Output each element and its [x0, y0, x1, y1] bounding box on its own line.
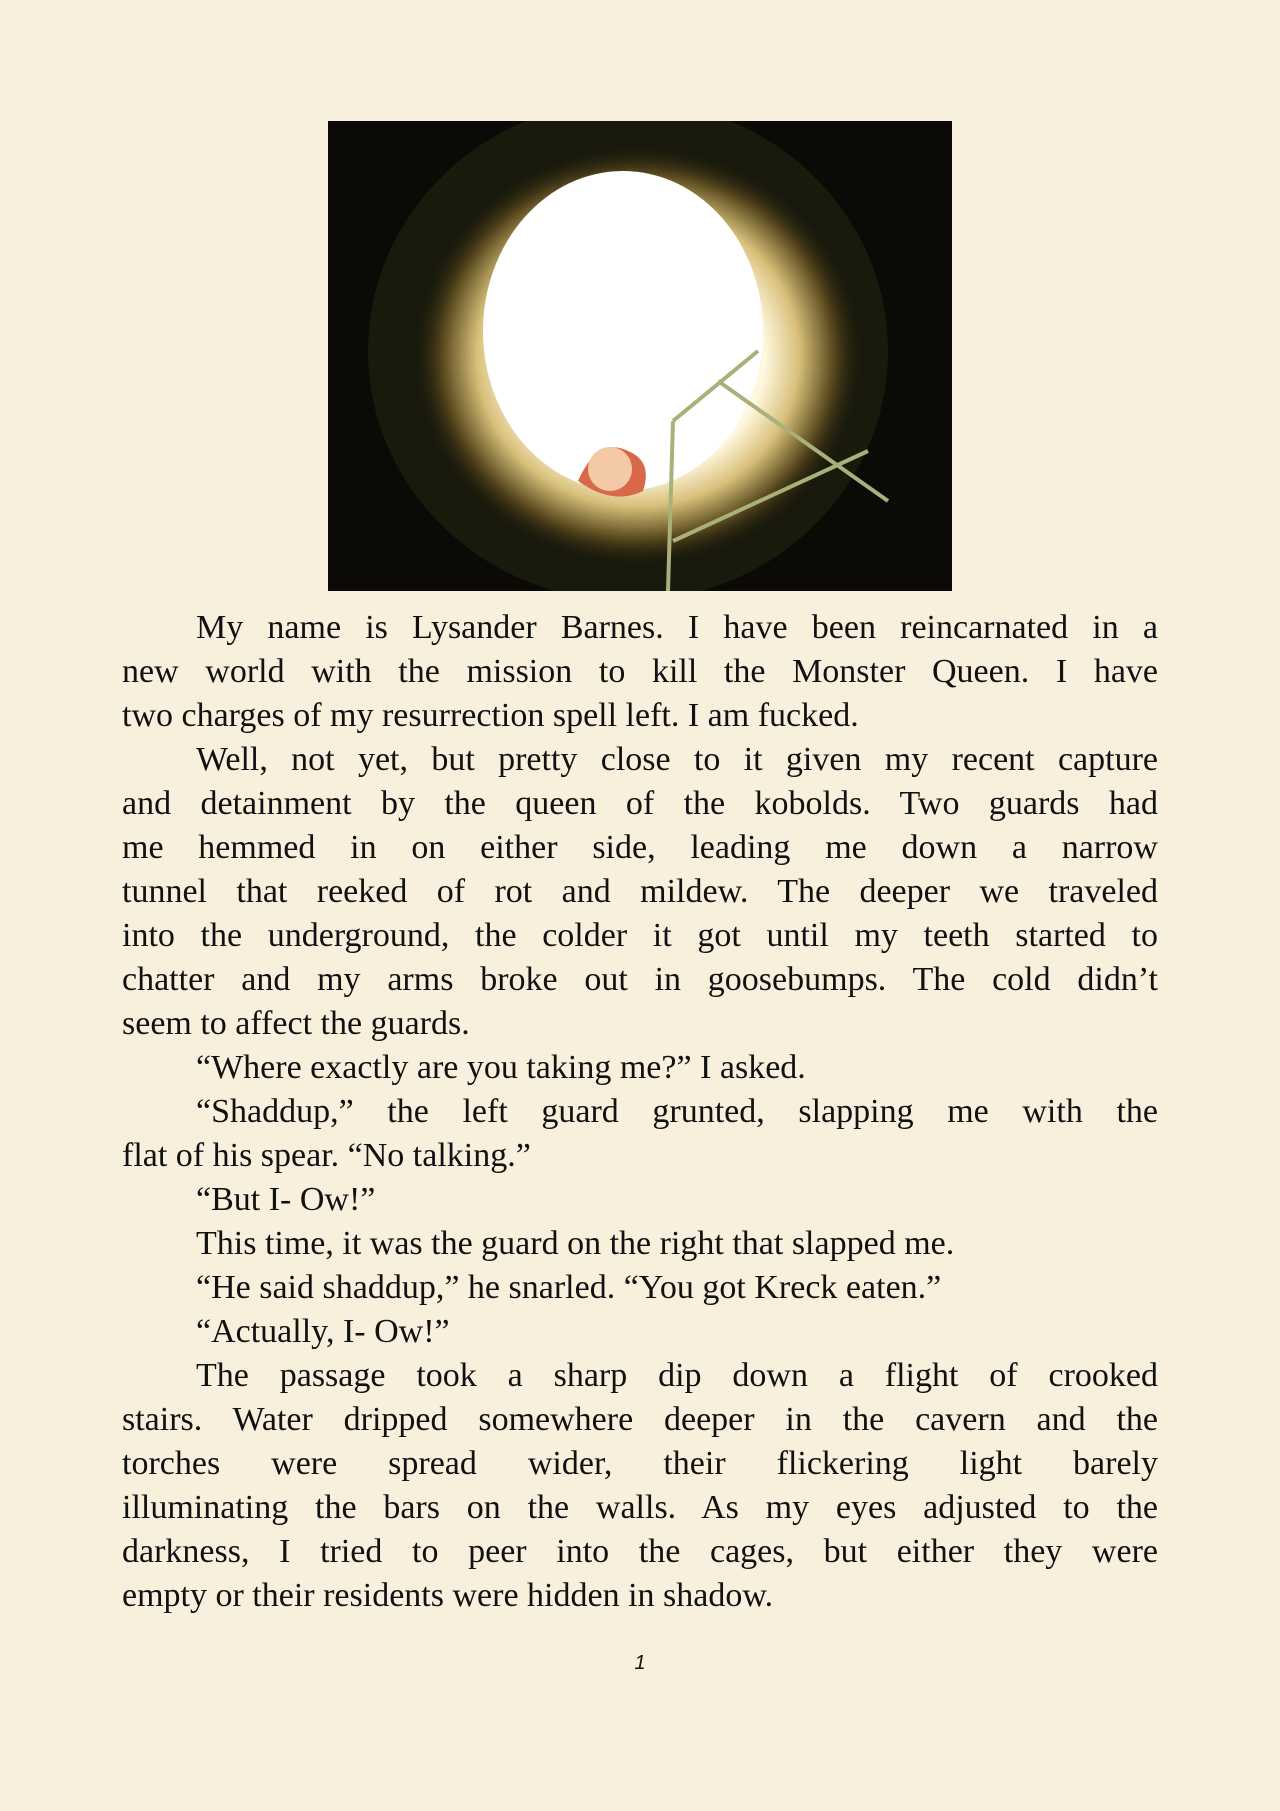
text-line: “Where exactly are you taking me?” I asked.: [196, 1049, 806, 1086]
text-line: me hemmed in on either side, leading me down a narrow: [122, 829, 1158, 866]
text-line: new world with the mission to kill the Monster Queen. I have: [122, 653, 1158, 690]
text-line: The passage took a sharp dip down a flight of crooked: [196, 1357, 1158, 1394]
paragraph: [122, 738, 1158, 1046]
text-line: flat of his spear. “No talking.”: [122, 1137, 531, 1174]
text-line: “But I- Ow!”: [196, 1181, 376, 1218]
paragraph: [122, 1046, 1158, 1090]
text-line: and detainment by the queen of the kobolds. Two guards had: [122, 785, 1158, 822]
text-line: empty or their residents were hidden in shadow.: [122, 1577, 774, 1614]
text-line: two charges of my resurrection spell left. I am fucked.: [122, 697, 859, 734]
text-line: Well, not yet, but pretty close to it given my recent capture: [196, 741, 1158, 778]
paragraph: [122, 606, 1158, 738]
paragraph: [122, 1354, 1158, 1618]
text-line: into the underground, the colder it got until my teeth started to: [122, 917, 1158, 954]
paragraph: [122, 1266, 1158, 1310]
paragraph: [122, 1178, 1158, 1222]
text-line: “Shaddup,” the left guard grunted, slapping me with the: [196, 1093, 1158, 1130]
text-line: “He said shaddup,” he snarled. “You got Kreck eaten.”: [196, 1269, 942, 1306]
text-line: tunnel that reeked of rot and mildew. The deeper we traveled: [122, 873, 1158, 910]
chapter-illustration: [328, 121, 952, 591]
text-line: torches were spread wider, their flickering light barely: [122, 1445, 1158, 1482]
text-line: illuminating the bars on the walls. As my eyes adjusted to the: [122, 1489, 1158, 1526]
page-number: 1: [634, 1652, 646, 1674]
text-line: darkness, I tried to peer into the cages, but either they were: [122, 1533, 1158, 1570]
text-line: This time, it was the guard on the right that slapped me.: [196, 1225, 955, 1262]
paragraph: [122, 1222, 1158, 1266]
paragraph: [122, 1310, 1158, 1354]
text-line: seem to affect the guards.: [122, 1005, 470, 1042]
text-line: “Actually, I- Ow!”: [196, 1313, 450, 1350]
story-text: [122, 606, 1158, 1618]
text-line: My name is Lysander Barnes. I have been reincarnated in a: [196, 609, 1158, 646]
paragraph: [122, 1090, 1158, 1178]
text-line: chatter and my arms broke out in goosebumps. The cold didn’t: [122, 961, 1158, 998]
text-line: stairs. Water dripped somewhere deeper in the cavern and the: [122, 1401, 1158, 1438]
